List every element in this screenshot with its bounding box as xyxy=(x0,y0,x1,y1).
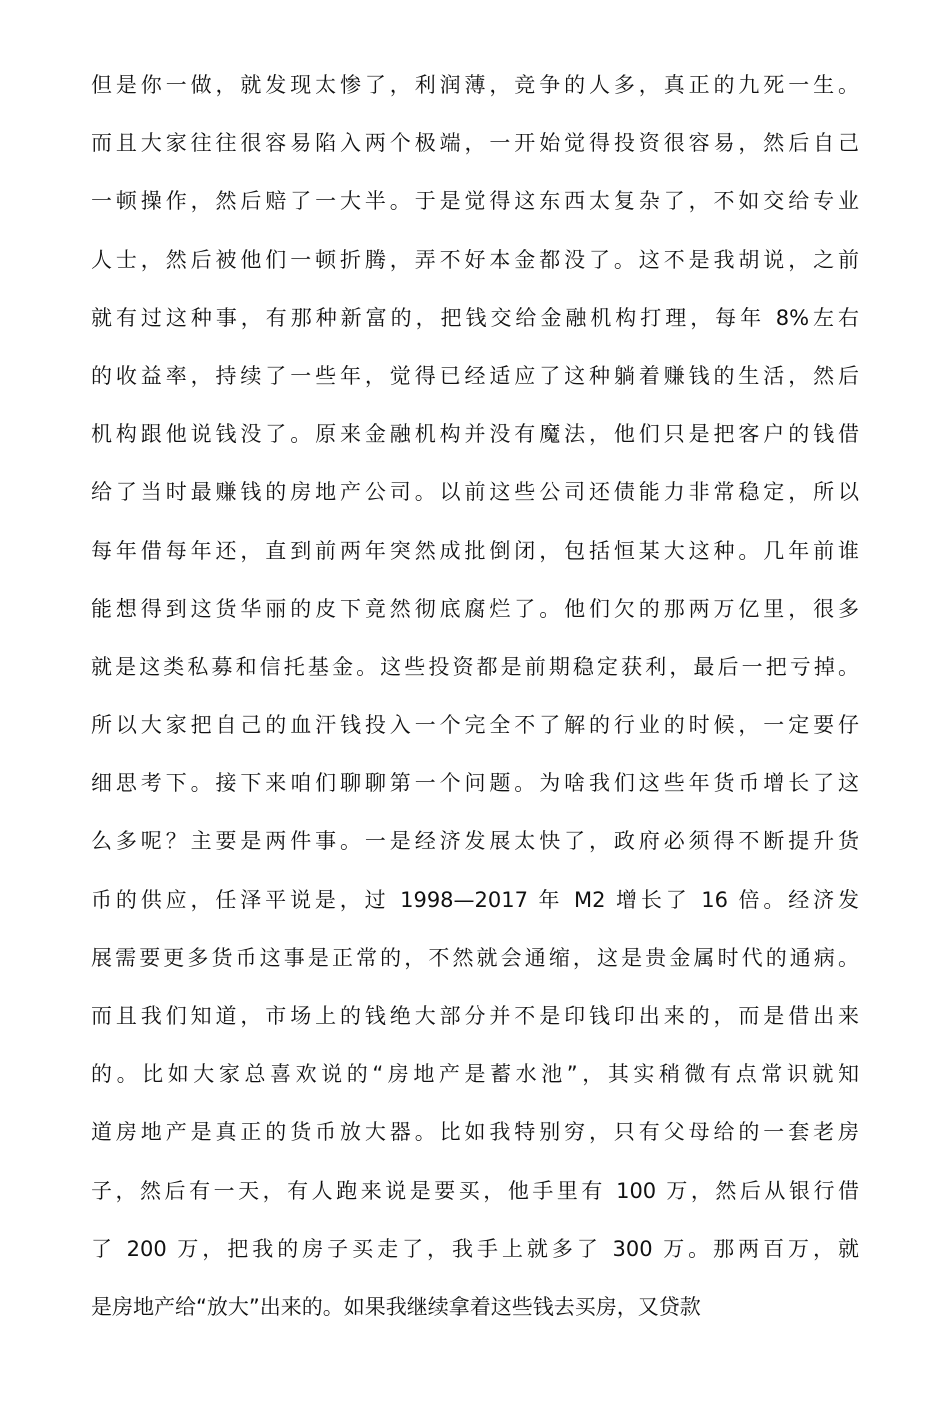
text-line: 所以大家把自己的血汗钱投入一个完全不了解的行业的时候，一定要仔 xyxy=(91,713,859,738)
text-line: 而且我们知道，市场上的钱绝大部分并不是印钱印出来的，而是借出来 xyxy=(91,1004,859,1028)
text-line: 每年借每年还，直到前两年突然成批倒闭，包括恒某大这种。几年前谁 xyxy=(91,538,859,563)
text-line: 道房地产是真正的货币放大器。比如我特别穷，只有父母给的一套老房 xyxy=(91,1120,859,1145)
text-line: 就有过这种事，有那种新富的，把钱交给金融机构打理，每年 8%左右 xyxy=(91,305,859,330)
text-line: 但是你一做，就发现太惨了，利润薄，竞争的人多，真正的九死一生。 xyxy=(91,73,859,97)
text-line: 能想得到这货华丽的皮下竟然彻底腐烂了。他们欠的那两万亿里，很多 xyxy=(91,596,859,621)
text-line: 给了当时最赚钱的房地产公司。以前这些公司还债能力非常稳定，所以 xyxy=(91,480,859,505)
text-line: 的收益率，持续了一些年，觉得已经适应了这种躺着赚钱的生活，然后 xyxy=(91,363,859,388)
text-line: 币的供应，任泽平说是，过 1998—2017 年 M2 增长了 16 倍。经济发 xyxy=(91,887,859,912)
text-line: 就是这类私募和信托基金。这些投资都是前期稳定获利，最后一把亏掉。 xyxy=(91,654,859,679)
text-line: 么多呢？主要是两件事。一是经济发展太快了，政府必须得不断提升货 xyxy=(91,829,859,854)
text-line: 细思考下。接下来咱们聊聊第一个问题。为啥我们这些年货币增长了这 xyxy=(91,771,859,796)
text-line: 一顿操作，然后赔了一大半。于是觉得这东西太复杂了，不如交给专业 xyxy=(91,189,859,214)
text-line: 人士，然后被他们一顿折腾，弄不好本金都没了。这不是我胡说，之前 xyxy=(91,247,859,272)
text-line: 了 200 万，把我的房子买走了，我手上就多了 300 万。那两百万，就 xyxy=(91,1236,859,1261)
text-line: 子，然后有一天，有人跑来说是要买，他手里有 100 万，然后从银行借 xyxy=(91,1178,859,1203)
text-line: 是房地产给“放大”出来的。如果我继续拿着这些钱去买房，又贷款 xyxy=(91,1294,701,1319)
text-line: 展需要更多货币这事是正常的，不然就会通缩，这是贵金属时代的通病。 xyxy=(91,945,859,970)
body-text xyxy=(91,65,859,1345)
text-line: 的。比如大家总喜欢说的“房地产是蓄水池”，其实稍微有点常识就知 xyxy=(91,1062,859,1087)
text-line: 机构跟他说钱没了。原来金融机构并没有魔法，他们只是把客户的钱借 xyxy=(91,422,859,447)
text-line: 而且大家往往很容易陷入两个极端，一开始觉得投资很容易，然后自己 xyxy=(91,131,859,156)
